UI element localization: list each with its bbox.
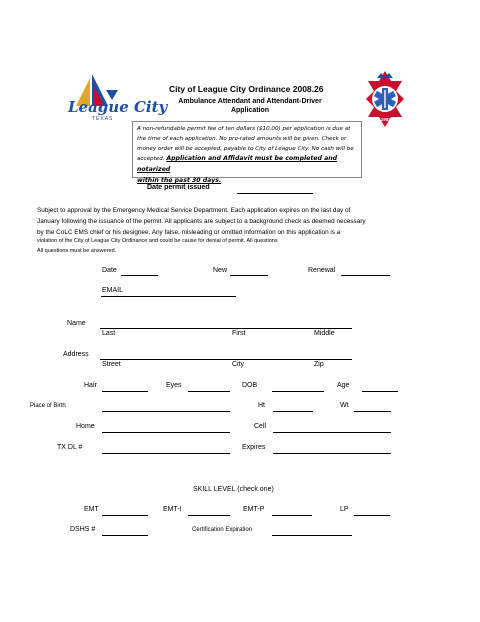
notice-bold-1: Application and Affidavit must be completed and notarized bbox=[137, 155, 338, 174]
dob-label: DOB bbox=[242, 382, 258, 389]
first-label: First bbox=[232, 330, 246, 337]
age-label: Age bbox=[337, 382, 350, 389]
address-field[interactable] bbox=[100, 359, 352, 360]
zip-label: Zip bbox=[314, 361, 324, 368]
date-permit-issued-field[interactable] bbox=[237, 193, 313, 194]
expires-field[interactable] bbox=[273, 453, 391, 454]
approval-paragraph-small bbox=[37, 237, 457, 256]
paragraph-line: All questions must be answered. bbox=[37, 247, 117, 254]
home-phone-field[interactable] bbox=[102, 432, 230, 433]
renewal-field[interactable] bbox=[341, 275, 390, 276]
age-field[interactable] bbox=[362, 391, 398, 392]
renewal-label: Renewal bbox=[308, 267, 336, 274]
place-of-birth-label: Place of Birth bbox=[30, 403, 66, 409]
paragraph-line: January following the issuance of the permit. All applicants are subject to a background check as deemed necessary bbox=[37, 218, 366, 225]
emt-i-checkbox-line[interactable] bbox=[188, 515, 230, 516]
city-label: City bbox=[232, 361, 245, 368]
middle-label: Middle bbox=[314, 330, 335, 337]
new-label: New bbox=[213, 267, 228, 274]
email-label: EMAIL bbox=[102, 287, 124, 294]
wt-field[interactable] bbox=[354, 411, 391, 412]
paragraph-line: Subject to approval by the Emergency Medical Service Department. Each application expires on the last day of bbox=[37, 207, 351, 214]
home-label: Home bbox=[76, 423, 95, 430]
skill-level-heading: SKILL LEVEL (check one) bbox=[193, 486, 274, 493]
name-label: Name bbox=[67, 320, 86, 327]
address-label: Address bbox=[63, 351, 89, 358]
date-field[interactable] bbox=[121, 275, 158, 276]
txdl-label: TX DL # bbox=[57, 444, 83, 451]
approval-paragraph bbox=[37, 205, 457, 238]
last-label: Last bbox=[102, 330, 116, 337]
wt-label: Wt bbox=[340, 402, 349, 409]
ht-label: Ht bbox=[258, 402, 265, 409]
dob-field[interactable] bbox=[272, 391, 324, 392]
hair-label: Hair bbox=[84, 382, 97, 389]
emt-p-checkbox-line[interactable] bbox=[272, 515, 312, 516]
badge-est: EST. 1982 bbox=[370, 117, 391, 122]
paragraph-line: by the CoLC EMS chief or his designee. Any false, misleading or omitted information on this application is a bbox=[37, 229, 341, 236]
notice-bold-2: within the past 30 days. bbox=[137, 176, 222, 184]
cert-expiration-label: Certification Expiration bbox=[192, 527, 253, 533]
page-subtitle-2: Application bbox=[230, 107, 270, 114]
lp-checkbox-line[interactable] bbox=[354, 515, 390, 516]
place-of-birth-field[interactable] bbox=[102, 411, 230, 412]
dshs-field[interactable] bbox=[102, 535, 148, 536]
emt-checkbox-line[interactable] bbox=[102, 515, 148, 516]
street-label: Street bbox=[102, 361, 121, 368]
page-subtitle-1: Ambulance Attendant and Attendant-Driver bbox=[178, 98, 322, 105]
notice-line-4: accepted. bbox=[137, 156, 167, 163]
eyes-label: Eyes bbox=[166, 382, 182, 389]
date-label: Date bbox=[102, 267, 117, 274]
fee-notice-box bbox=[132, 121, 362, 184]
email-field[interactable] bbox=[101, 296, 236, 297]
notice-line-3: money order will be accepted, payable to City of League City. No cash will be bbox=[137, 145, 354, 152]
emt-label: EMT bbox=[84, 506, 99, 513]
txdl-field[interactable] bbox=[102, 453, 230, 454]
page-title: City of League City Ordinance 2008.26 bbox=[169, 84, 324, 94]
hair-field[interactable] bbox=[102, 391, 148, 392]
logo-subtext: TEXAS bbox=[92, 116, 114, 122]
dshs-label: DSHS # bbox=[70, 526, 96, 533]
cell-label: Cell bbox=[254, 423, 267, 430]
ems-badge bbox=[362, 69, 408, 129]
cell-phone-field[interactable] bbox=[273, 432, 391, 433]
date-permit-issued-label: Date permit issued bbox=[147, 184, 210, 191]
lp-label: LP bbox=[340, 506, 349, 513]
new-field[interactable] bbox=[230, 275, 268, 276]
cert-expiration-field[interactable] bbox=[272, 535, 352, 536]
emt-i-label: EMT-I bbox=[163, 506, 182, 513]
paragraph-line: violation of the City of League City Ordinance and could be cause for denial of permit. All questions bbox=[37, 238, 278, 244]
emt-p-label: EMT-P bbox=[243, 506, 265, 513]
league-city-logo bbox=[66, 72, 168, 127]
notice-line-1: A non-refundable permit fee of ten dollars ($10.00) per application is due at bbox=[137, 126, 351, 132]
expires-label: Expires bbox=[242, 444, 266, 451]
ht-field[interactable] bbox=[273, 411, 313, 412]
logo-text: League City bbox=[68, 98, 168, 116]
eyes-field[interactable] bbox=[188, 391, 230, 392]
notice-line-2: the time of each application. No pro-rated amounts will be given. Check or bbox=[137, 135, 347, 142]
name-field[interactable] bbox=[100, 328, 352, 329]
